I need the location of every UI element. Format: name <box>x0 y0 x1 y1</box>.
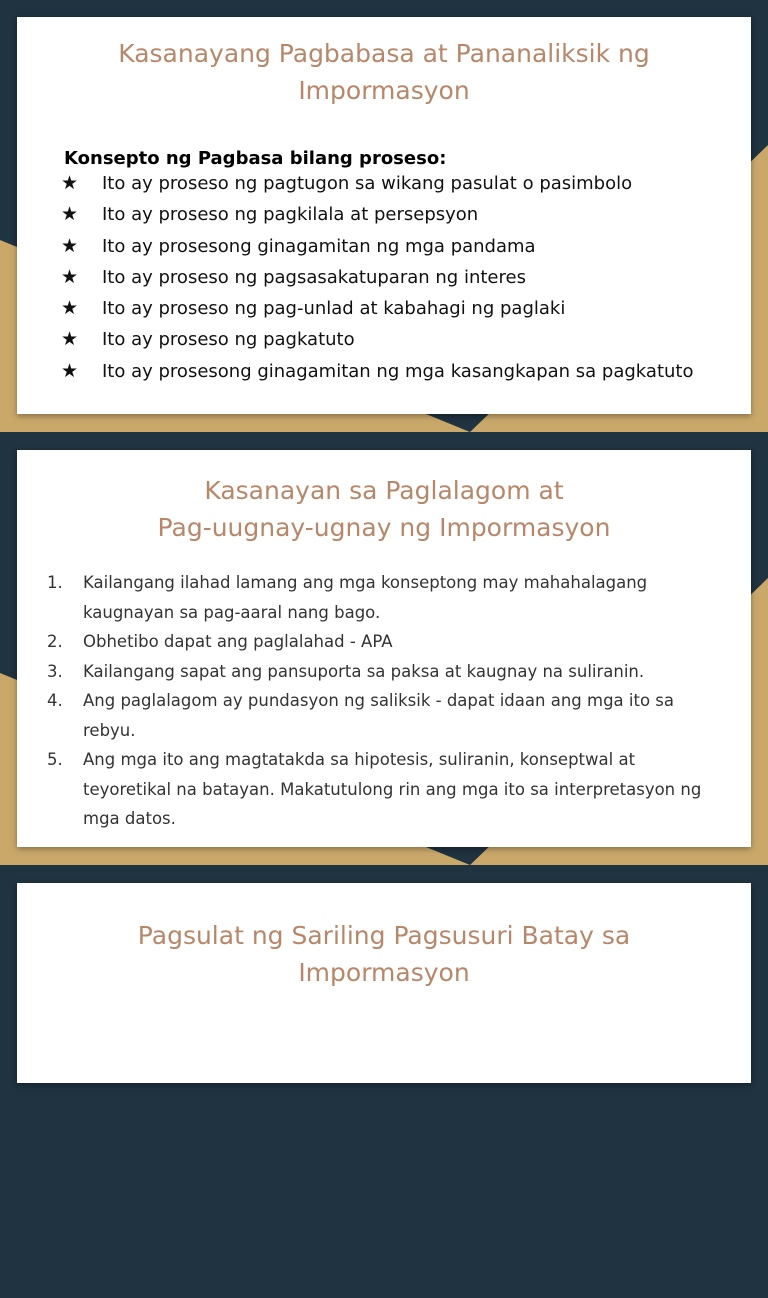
star-icon: ★ <box>61 265 79 288</box>
list-number: 4. <box>47 691 63 710</box>
list-item <box>47 686 727 745</box>
slide-2-title-line2: Pag-uugnay-ugnay ng Impormasyon <box>157 513 611 542</box>
slide-1 <box>0 0 768 432</box>
slide-3 <box>0 866 768 1298</box>
list-number: 1. <box>47 573 63 592</box>
list-text: Ang paglalagom ay pundasyon ng saliksik - dapat idaan ang mga ito sa rebyu. <box>83 691 674 740</box>
bullet-item <box>61 293 693 324</box>
list-text: Ang mga ito ang magtatakda sa hipotesis, suliranin, konseptwal at teyoretikal na batayan. Makatutulong rin ang mga ito sa interpretasyon ng mga datos. <box>83 750 702 828</box>
slide-2-title-line1: Kasanayan sa Paglalagom at <box>204 476 564 505</box>
bullet-item <box>61 262 693 293</box>
bullet-item <box>61 324 693 355</box>
slide-1-title: Kasanayang Pagbabasa at Pananaliksik ng Impormasyon <box>118 39 650 105</box>
star-icon: ★ <box>61 359 79 382</box>
slide-2 <box>0 433 768 865</box>
list-item <box>47 568 727 627</box>
list-text: Kailangang sapat ang pansuporta sa paksa at kaugnay na suliranin. <box>83 661 645 681</box>
list-item <box>47 745 727 834</box>
list-text: Obhetibo dapat ang paglalahad - APA <box>83 632 393 651</box>
slide-1-subhead: Konsepto ng Pagbasa bilang proseso: <box>64 148 447 169</box>
slide-1-card <box>17 17 751 414</box>
list-number: 3. <box>47 661 63 681</box>
bullet-item <box>61 168 693 199</box>
list-text: Kailangang ilahad lamang ang mga konseptong may mahahalagang kaugnayan sa pag-aaral nang bago. <box>83 573 648 622</box>
list-item <box>47 657 727 687</box>
bullet-text: Ito ay proseso ng pag-unlad at kabahagi ng paglaki <box>102 298 566 320</box>
list-item <box>47 627 727 657</box>
star-icon: ★ <box>61 297 79 320</box>
bullet-text: Ito ay proseso ng pagsasakatuparan ng interes <box>102 266 526 288</box>
bullet-item <box>61 231 693 262</box>
star-icon: ★ <box>61 234 79 257</box>
slide-1-bullet-list <box>61 168 693 387</box>
bullet-text: Ito ay prosesong ginagamitan ng mga kasangkapan sa pagkatuto <box>102 360 694 382</box>
slide-2-title <box>57 472 711 546</box>
bullet-text: Ito ay proseso ng pagkilala at persepsyon <box>102 204 479 226</box>
slide-3-card <box>17 883 751 1083</box>
list-number: 2. <box>47 632 63 651</box>
bullet-text: Ito ay prosesong ginagamitan ng mga pandama <box>102 235 536 257</box>
slide-3-title: Pagsulat ng Sariling Pagsusuri Batay sa Impormasyon <box>137 921 631 987</box>
slide-2-card <box>17 450 751 847</box>
bullet-text: Ito ay proseso ng pagkatuto <box>102 329 355 351</box>
bullet-item <box>61 199 693 230</box>
bullet-text: Ito ay proseso ng pagtugon sa wikang pasulat o pasimbolo <box>102 173 633 194</box>
slide-2-numbered-list <box>47 568 727 834</box>
list-number: 5. <box>47 750 63 769</box>
bullet-item <box>61 356 693 387</box>
star-icon: ★ <box>61 328 79 351</box>
star-icon: ★ <box>61 203 79 226</box>
star-icon: ★ <box>61 172 79 194</box>
